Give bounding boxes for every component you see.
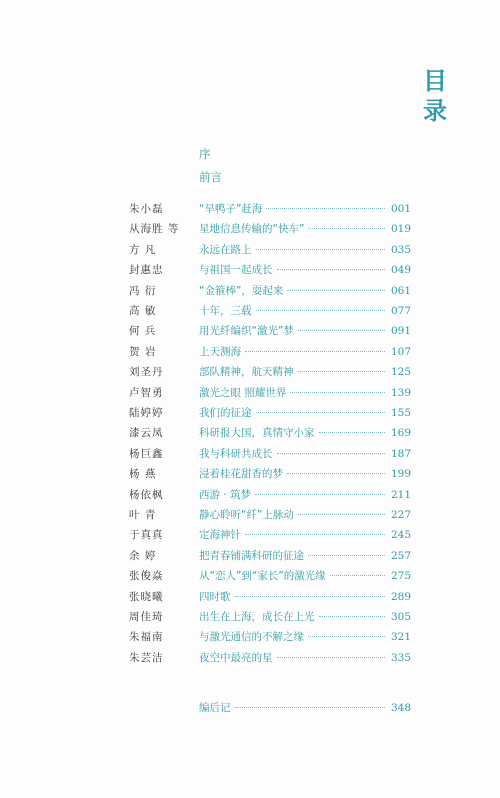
toc-author: 高 敏 [129,305,157,317]
toc-entry[interactable] [199,221,411,236]
toc-author: 周佳琦 [129,611,164,623]
dot-leader [245,534,385,535]
toc-author: 杨依枫 [129,488,164,501]
toc-author: 张俊焱 [129,570,164,583]
toc-author: 何 兵 [129,325,157,338]
toc-entry[interactable] [199,385,411,400]
toc-entry-title: “金箍棒”，耍起来 [199,284,284,297]
toc-entry[interactable] [199,344,411,359]
toc-entry[interactable] [199,487,411,502]
toc-entry-title: 浸着桂花甜香的梦 [199,468,283,481]
toc-entry-page: 187 [390,447,411,460]
toc-row[interactable] [0,629,500,649]
toc-entry[interactable] [199,405,411,420]
toc-row[interactable] [0,303,500,323]
dot-leader [298,330,385,331]
toc-entry[interactable] [199,650,411,665]
dot-leader [255,494,385,495]
toc-author: 张晓曦 [129,590,164,603]
toc-row[interactable] [0,527,500,547]
toc-entry-page: 257 [390,549,411,562]
dot-leader [287,290,385,291]
toc-entry-page: 125 [390,366,411,379]
toc-entry-title: 十年，三载 [199,305,252,317]
afterword-entry[interactable] [199,700,411,715]
dot-leader [256,249,385,250]
toc-row[interactable] [0,323,500,343]
toc-entry-title: 永远在路上 [199,243,252,256]
toc-row[interactable] [0,568,500,588]
toc-entry[interactable] [199,283,411,298]
toc-entry-title: 上天测海 [199,345,241,358]
toc-entry-title: 我与科研共成长 [199,447,273,460]
toc-entry-title: 从“恋人”到“家长”的激光缘 [199,570,326,583]
toc-row[interactable] [0,650,500,670]
toc-author: 冯 衍 [129,284,157,297]
page-title [423,66,453,126]
toc-entry[interactable] [199,466,411,481]
dot-leader [277,269,385,270]
toc-entry[interactable] [199,201,411,216]
toc-entry-page: 061 [390,284,411,297]
dot-leader [290,392,385,393]
toc-entry[interactable] [199,446,411,461]
dot-leader [298,514,385,515]
toc-author: 朱小磊 [129,203,164,215]
toc-entry-title: 西游 · 筑梦 [199,488,252,501]
toc-author: 叶 青 [129,509,157,521]
dot-leader [330,575,385,576]
toc-entry-page: 019 [390,223,411,236]
toc-entry[interactable] [199,303,411,318]
toc-row[interactable] [0,446,500,466]
toc-author: 朱福南 [129,631,164,644]
dot-leader [319,616,385,617]
toc-entry-page: 169 [390,427,411,440]
toc-author: 方 凡 [129,243,157,256]
toc-row[interactable] [0,548,500,568]
toc-entry-page: 275 [390,570,411,583]
toc-entry-page: 245 [390,529,411,542]
toc-entry-title: 定海神针 [199,529,241,542]
toc-entry[interactable] [199,527,411,542]
toc-entry-page: 139 [390,386,411,399]
dot-leader [277,657,385,658]
dot-leader [319,432,385,433]
dot-leader [256,310,385,311]
toc-row[interactable] [0,487,500,507]
dot-leader [277,453,385,454]
toc-author: 杨巨鑫 [129,447,164,460]
toc-row[interactable] [0,385,500,405]
toc-entry-page: 001 [390,203,411,215]
toc-row[interactable] [0,201,500,221]
toc-entry-page: 155 [390,407,411,419]
toc-entry[interactable] [199,323,411,338]
toc-row[interactable] [0,283,500,303]
toc-entry-title: 激光之眼 照耀世界 [199,386,287,399]
toc-entry[interactable] [199,609,411,624]
dot-leader [235,707,385,708]
toc-author: 于真真 [129,529,164,542]
toc-row[interactable] [0,466,500,486]
toc-entry-page: 289 [390,590,411,603]
title-char-2: 录 [423,97,447,125]
afterword-row[interactable] [0,700,500,720]
dot-leader [298,371,385,372]
toc-entry-title: 出生在上海，成长在上光 [199,611,315,623]
toc-entry-page: 199 [390,468,411,481]
toc-entry-page: 091 [390,325,411,338]
toc-row[interactable] [0,589,500,609]
toc-entry-page: 211 [390,488,411,501]
toc-entry-title: 与祖国一起成长 [199,264,273,277]
toc-row[interactable] [0,507,500,527]
toc-entry-page: 305 [390,611,411,623]
toc-author: 漆云凤 [129,427,164,440]
toc-author: 刘圣丹 [129,366,164,379]
toc-entry-title: 我们的征途 [199,407,252,419]
toc-entry-page: 107 [390,345,411,358]
toc-entry[interactable] [199,629,411,644]
toc-entry[interactable] [199,262,411,277]
toc-author: 从海胜 等 [129,223,180,236]
toc-entry[interactable] [199,548,411,563]
toc-row[interactable] [0,344,500,364]
dot-leader [308,555,385,556]
toc-author: 陆婷婷 [129,407,164,419]
toc-row[interactable] [0,425,500,445]
toc-author: 封惠忠 [129,264,164,277]
dot-leader [256,412,385,413]
afterword-title: 编后记 [199,702,231,714]
toc-entry[interactable] [199,364,411,379]
toc-author: 贺 岩 [129,345,157,358]
toc-entry[interactable] [199,568,411,583]
toc-author: 卢智勇 [129,386,164,399]
toc-entry-title: 四时歌 [199,590,231,603]
toc-entry-page: 227 [390,509,411,521]
toc-row[interactable] [0,364,500,384]
toc-entry-page: 049 [390,264,411,277]
toc-entry-page: 335 [390,651,411,664]
toc-entry-page: 077 [390,305,411,317]
toc-author: 余 婷 [129,549,157,562]
dot-leader [287,473,385,474]
toc-entry-title: 夜空中最亮的星 [199,651,273,664]
dot-leader [266,208,385,209]
toc-entry[interactable] [199,589,411,604]
dot-leader [308,228,385,229]
toc-author: 杨 燕 [129,468,157,481]
dot-leader [245,351,385,352]
toc-entry-title: “旱鸭子”赶海 [199,203,263,215]
toc-row[interactable] [0,609,500,629]
toc-entry[interactable] [199,242,411,257]
preface-item[interactable]: 序 [199,147,211,161]
toc-row[interactable] [0,405,500,425]
toc-entry-page: 035 [390,243,411,256]
toc-entry-title: 静心聆听“纤”上脉动 [199,509,294,521]
toc-row[interactable] [0,242,500,262]
toc-author: 朱芸洁 [129,651,164,664]
toc-entry[interactable] [199,507,411,522]
toc-entry-page: 321 [390,631,411,644]
dot-leader [308,636,385,637]
toc-row[interactable] [0,221,500,241]
toc-entry-title: 星地信息传输的“快车” [199,223,305,236]
toc-entry-title: 科研报大国，真情守小家 [199,427,315,440]
toc-entry-title: 用光纤编织“激光”梦 [199,325,294,338]
toc-entry-title: 与激光通信的不解之缘 [199,631,304,644]
title-char-1: 目 [423,67,447,95]
afterword-page: 348 [390,702,411,714]
toc-entry-title: 把青春铺满科研的征途 [199,549,304,562]
toc-row[interactable] [0,262,500,282]
dot-leader [235,596,385,597]
toc-entry-title: 部队精神，航天精神 [199,366,294,379]
toc-entry[interactable] [199,425,411,440]
foreword-item[interactable]: 前言 [199,170,222,184]
